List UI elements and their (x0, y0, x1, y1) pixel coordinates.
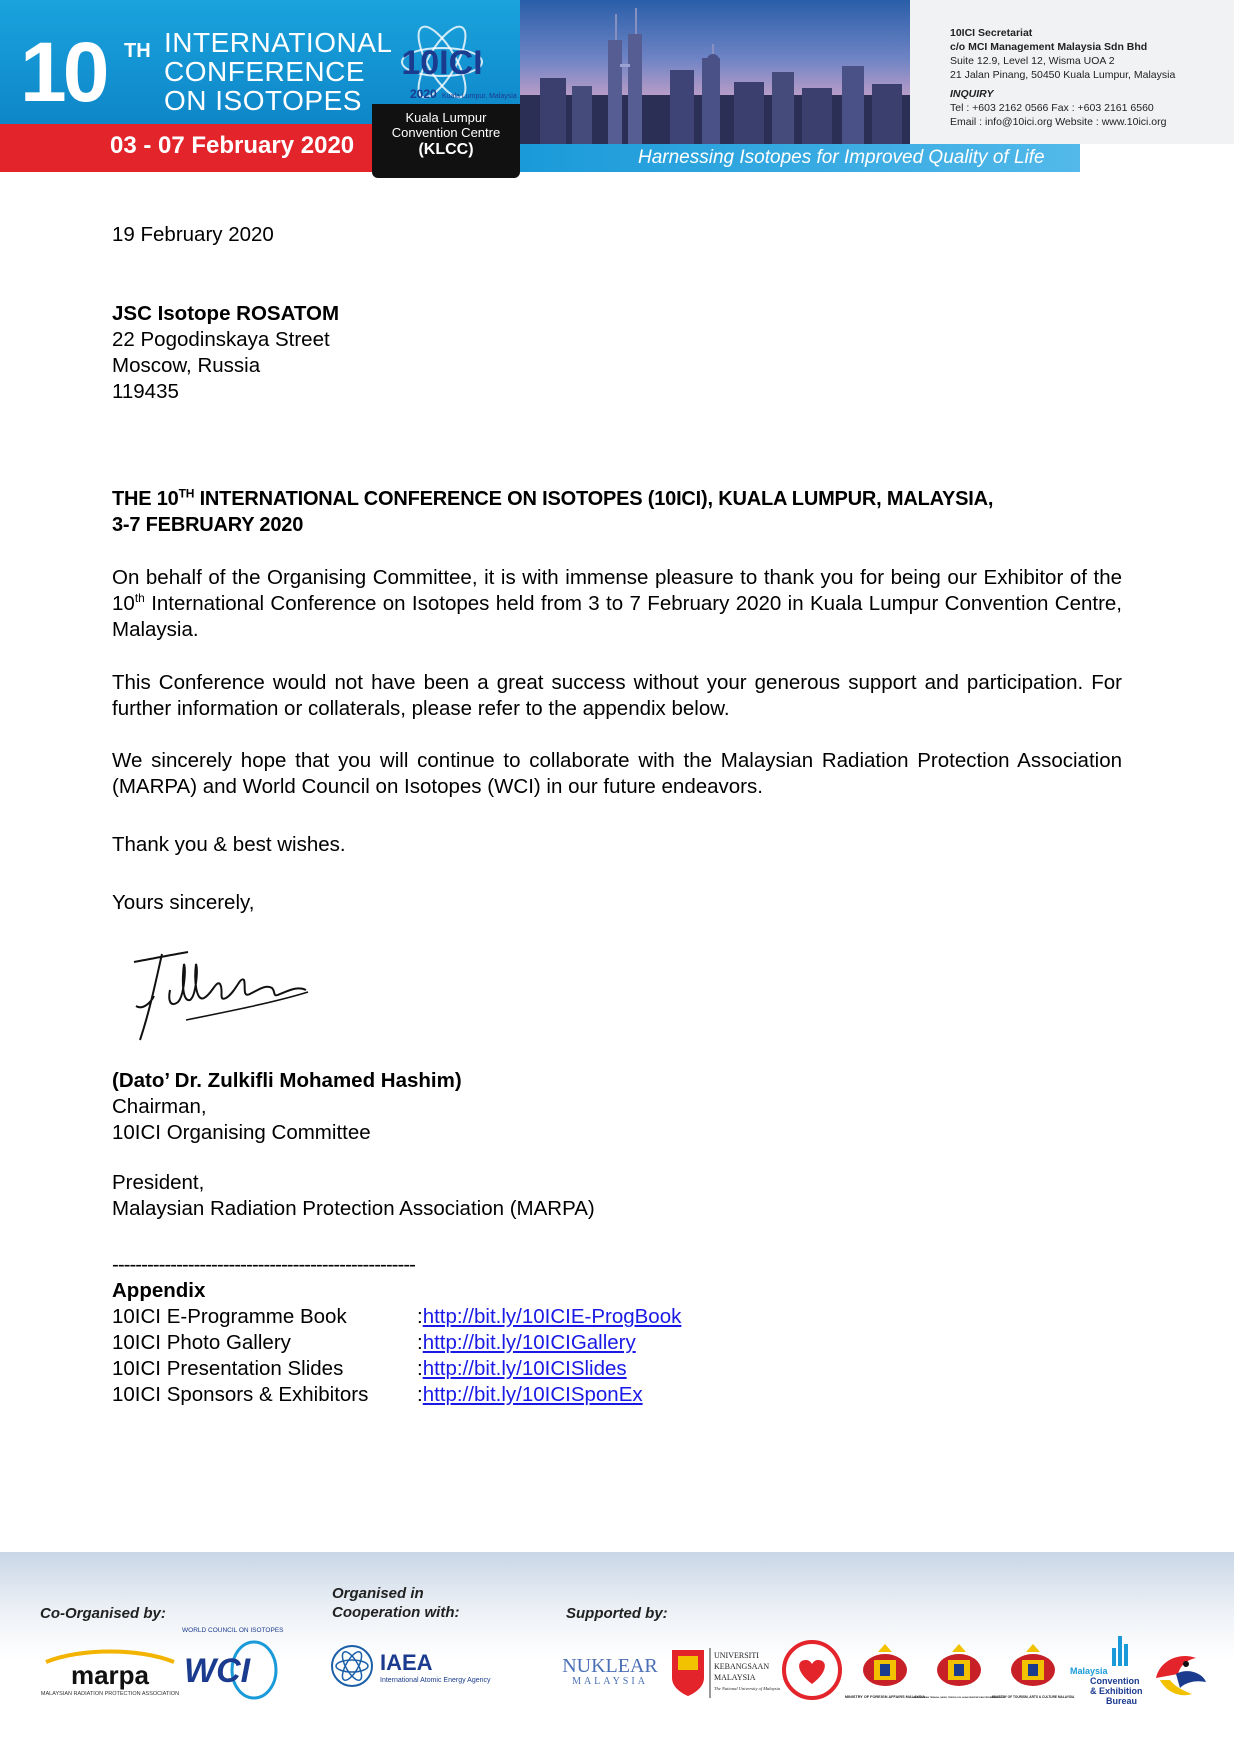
myceb-line-2: Convention (1090, 1676, 1140, 1686)
para1-sup: th (134, 591, 145, 606)
ukm-logo (668, 1644, 780, 1707)
malaysia-crest-icon (991, 1642, 1075, 1706)
recipient-address-1: 22 Pogodinskaya Street (112, 328, 330, 351)
marpa-name: marpa (70, 1660, 150, 1690)
appendix-separator: : (417, 1383, 423, 1406)
secretariat-address-1: Suite 12.9, Level 12, Wisma UOA 2 (950, 55, 1115, 67)
wci-logo (180, 1620, 290, 1711)
appendix-separator: : (417, 1305, 423, 1328)
appendix-label: 10ICI Presentation Slides (112, 1357, 344, 1380)
visit-malaysia-logo (1146, 1644, 1210, 1713)
title-line-2: CONFERENCE (164, 56, 366, 87)
appendix-row (112, 1382, 1122, 1408)
appendix-divider: ---------------------------------------------------- (112, 1253, 415, 1276)
heart-logo (782, 1640, 842, 1705)
nuklear-line-2: MALAYSIA (572, 1676, 648, 1687)
co-organised-label: Co-Organised by: (40, 1605, 166, 1622)
ministry-tourism-logo (991, 1642, 1075, 1711)
signatory-role-1-org: 10ICI Organising Committee (112, 1121, 371, 1144)
logo-year: 2020 (410, 87, 437, 101)
ukm-line-1: UNIVERSITI (714, 1651, 759, 1660)
appendix-row (112, 1330, 1122, 1356)
para1-part-b: International Conference on Isotopes held from 3 to 7 February 2020 in Kuala Lumpur Convention Centre, Malaysia. (112, 592, 1122, 641)
signatory-role-2: President, (112, 1171, 205, 1194)
logo-place: Kuala Lumpur, Malaysia (442, 93, 517, 100)
secretariat-address-2: 21 Jalan Pinang, 50450 Kuala Lumpur, Malaysia (950, 69, 1176, 81)
secretariat-title: 10ICI Secretariat (950, 27, 1033, 39)
heart-logo-icon (782, 1640, 842, 1700)
nuklear-line-1: NUKLEAR (562, 1655, 658, 1677)
subject-pre: THE 10 (112, 488, 179, 510)
subject-line-2: 3-7 FEBRUARY 2020 (112, 514, 304, 536)
ministry-3-name: MINISTRY OF TOURISM, ARTS & CULTURE MALAYSIA (991, 1695, 1075, 1699)
letter-subject (112, 486, 1122, 538)
thanks-line: Thank you & best wishes. (112, 833, 346, 856)
appendix-row (112, 1304, 1122, 1330)
appendix (112, 1278, 1122, 1408)
kuala-lumpur-skyline-image (520, 0, 910, 144)
handwritten-signature (126, 940, 326, 1055)
marpa-logo-icon (40, 1650, 180, 1698)
paragraph-2: This Conference would not have been a great success without your generous support and participation. For further information or collaterals, please refer to the appendix below. (112, 671, 1122, 720)
nuklear-logo-icon (562, 1648, 658, 1692)
malaysia-crest-icon (913, 1642, 1005, 1706)
email-website: Email : info@10ici.org Website : www.10ici.org (950, 116, 1167, 128)
signatory-role-1: Chairman, (112, 1095, 207, 1118)
supported-label: Supported by: (566, 1605, 668, 1622)
link-e-programme-book[interactable]: http://bit.ly/10ICIE-ProgBook (422, 1305, 682, 1328)
appendix-title: Appendix (112, 1279, 206, 1302)
ministry-foreign-affairs-logo (844, 1642, 926, 1711)
myceb-logo (1068, 1632, 1144, 1711)
signatory-block (112, 1068, 1122, 1146)
paragraph-1 (112, 565, 1122, 643)
recipient-name: JSC Isotope ROSATOM (112, 302, 340, 325)
ministry-science-logo (913, 1642, 1005, 1711)
subject-main: INTERNATIONAL CONFERENCE ON ISOTOPES (10ICI), KUALA LUMPUR, MALAYSIA, (194, 488, 994, 510)
iaea-logo-icon (330, 1642, 520, 1692)
iaea-name: IAEA (380, 1650, 433, 1675)
link-presentation-slides[interactable]: http://bit.ly/10ICISlides (422, 1357, 627, 1380)
para1-part-a: On behalf of the Organising Committee, it is with immense pleasure to thank you for being our Exhibitor of the 10 (112, 566, 1122, 615)
closing-line: Yours sincerely, (112, 891, 255, 914)
venue-badge (372, 104, 520, 178)
venue-line-3: (KLCC) (418, 141, 474, 158)
logo-text: 10ICI (401, 44, 483, 82)
skyline-icon (520, 0, 910, 144)
organised-label-line-1: Organised in (332, 1585, 424, 1602)
conference-title (164, 28, 392, 115)
conference-logo (372, 16, 522, 112)
secretariat-org: c/o MCI Management Malaysia Sdn Bhd (950, 41, 1148, 53)
appendix-label: 10ICI Photo Gallery (112, 1331, 291, 1354)
myceb-logo-icon (1068, 1632, 1144, 1706)
ukm-line-4: The National University of Malaysia (714, 1686, 780, 1691)
myceb-line-1: Malaysia (1070, 1666, 1108, 1676)
ukm-line-2: KEBANGSAAN (714, 1662, 770, 1671)
nuklear-malaysia-logo (562, 1648, 658, 1697)
secretariat-info (950, 26, 1175, 129)
second-role-block (112, 1170, 1122, 1222)
myceb-line-4: Bureau (1106, 1696, 1138, 1706)
recipient-address-2: Moscow, Russia (112, 354, 261, 377)
venue-line-1: Kuala Lumpur (405, 110, 487, 125)
marpa-logo (40, 1650, 180, 1703)
marpa-sub: MALAYSIAN RADIATION PROTECTION ASSOCIATION (40, 1691, 180, 1697)
conference-tagline: Harnessing Isotopes for Improved Quality of Life (520, 144, 1080, 172)
appendix-separator: : (417, 1331, 423, 1354)
hornbill-icon (1146, 1644, 1210, 1708)
ukm-logo-icon (668, 1644, 780, 1702)
venue-line-2: Convention Centre (391, 125, 501, 140)
appendix-label: 10ICI Sponsors & Exhibitors (112, 1383, 369, 1406)
organised-label-line-2: Cooperation with: (332, 1604, 460, 1621)
signatory-role-2-org: Malaysian Radiation Protection Association (MARPA) (112, 1197, 595, 1220)
wci-name: WCI (184, 1652, 251, 1690)
paragraph-3: We sincerely hope that you will continue to collaborate with the Malaysian Radiation Protection Association (MARPA) and World Council on Isotopes (WCI) in our future endeavors. (112, 749, 1122, 798)
edition-suffix: TH (124, 40, 151, 62)
recipient-postcode: 119435 (112, 380, 179, 403)
phone-fax: Tel : +603 2162 0566 Fax : +603 2161 6560 (950, 102, 1154, 114)
iaea-logo (330, 1642, 520, 1697)
ukm-line-3: MALAYSIA (714, 1673, 756, 1682)
organised-label (332, 1584, 460, 1622)
title-line-1: INTERNATIONAL (164, 27, 393, 58)
appendix-label: 10ICI E-Programme Book (112, 1305, 347, 1328)
letterhead-banner (0, 0, 1234, 172)
subject-sup: TH (178, 486, 195, 501)
myceb-line-3: & Exhibition (1090, 1686, 1143, 1696)
atom-logo-icon (372, 16, 522, 112)
wci-top: WORLD COUNCIL ON ISOTOPES (182, 1627, 284, 1634)
malaysia-crest-icon (844, 1642, 926, 1706)
link-photo-gallery[interactable]: http://bit.ly/10ICIGallery (422, 1331, 636, 1354)
ministry-1-name: MINISTRY OF FOREIGN AFFAIRS MALAYSIA (844, 1695, 926, 1699)
appendix-separator: : (417, 1357, 423, 1380)
letter-date: 19 February 2020 (112, 223, 274, 246)
iaea-sub: International Atomic Energy Agency (380, 1677, 491, 1684)
signatory-name: (Dato’ Dr. Zulkifli Mohamed Hashim) (112, 1069, 462, 1092)
title-line-3: ON ISOTOPES (164, 85, 362, 116)
conference-dates: 03 - 07 February 2020 (110, 132, 355, 159)
recipient-block (112, 301, 1122, 405)
inquiry-label: INQUIRY (950, 88, 994, 100)
edition-number: 10 (20, 25, 106, 119)
signature-icon (126, 940, 326, 1050)
link-sponsors-exhibitors[interactable]: http://bit.ly/10ICISponEx (422, 1383, 643, 1406)
ministry-2-name: KEMENTERIAN TENAGA, SAINS, TEKNOLOGI, ALAM SEKITAR DAN PERUBAHAN IKLIM (913, 1697, 1005, 1699)
appendix-row (112, 1356, 1122, 1382)
wci-logo-icon (180, 1620, 290, 1706)
